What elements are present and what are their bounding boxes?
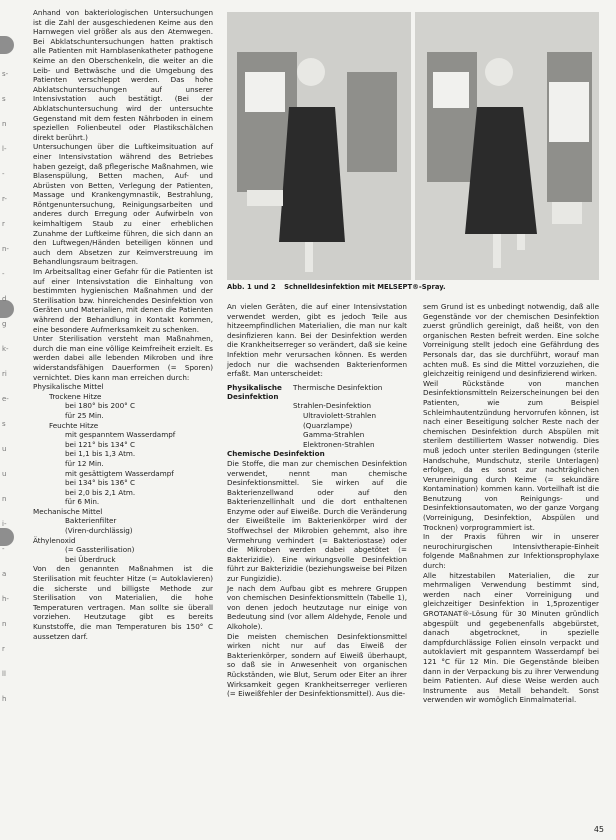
paragraph: Die Stoffe, die man zur chemischen Desinfektion verwendet, nennt man chemische Desinfektionsmittel. Sie wirken auf die Bakterienzellwand oder auf den Bakterienzellinhalt und die dort enthaltenen Enzyme oder auf Eiweiße. Durch die Veränderung der Eiweißteile im Bakterienkörper wird der Stoffwechsel der Mikrobien gehemmt, also ihre Vermehrung verhindert (= Bakteriostase) oder die Mikroben werden dabei abgetötet (= Bakterizidie). Eine wirkungsvolle Desinfektion führt zur Bakterizidie (beziehungsweise bei Pilzen zur Fungizidie). xyxy=(227,458,407,584)
list-item: mit gespanntem Wasserdampf xyxy=(65,430,176,440)
list-item: (= Gassterilisation) xyxy=(65,545,135,555)
list-item: für 25 Min. xyxy=(65,410,104,420)
list-item: Bakterienfilter xyxy=(65,516,117,526)
paragraph: Im Arbeitsalltag einer Gefahr für die Patienten ist auf einer Intensivstation die Einhaltung von bestimmten hygienischen Maßnahmen und der Sterilisation bzw. hinreichendes Desinfektion von Geräten und Materialien, mit denen die Patienten während der Behandlung in Kontakt kommen, eine besondere Aufmerksamkeit zu schenken. xyxy=(33,267,213,334)
punch-hole xyxy=(0,36,14,54)
margin-fragment: u xyxy=(2,470,7,478)
column-3 xyxy=(423,302,599,705)
list-item: bei 180° bis 200° C xyxy=(65,401,136,411)
margin-fragment: h- xyxy=(2,595,9,603)
list-item: bei 1,1 bis 1,3 Atm. xyxy=(65,449,136,459)
paragraph: Je nach dem Aufbau gibt es mehrere Gruppen von chemischen Desinfektionsmitteln (Tabelle 1), von denen jedoch heutzutage nur einige von Bedeutung sind (vor allem Aldehyde, Fenole und Alkohole). xyxy=(227,583,407,631)
list-item: bei Überdruck xyxy=(65,554,116,564)
paragraph: sem Grund ist es unbedingt notwendig, daß alle Gegenstände vor der chemischen Desinfektion zuerst gründlich gereinigt, daß heißt, von den organischen Resten befreit werden. Eine solche Vorreinigung stellt jedoch eine Gefährdung des Personals dar, das sie durchführt, worauf man achten muß. Es sind die Mittel vorzuziehen, die gleichzeitig reinigend und desinfizierend wirken. xyxy=(423,302,599,379)
margin-fragment: n- xyxy=(2,245,9,253)
margin-fragment: k- xyxy=(2,345,9,353)
margin-fragment: d xyxy=(2,295,7,303)
margin-fragment: g xyxy=(2,320,7,328)
margin-fragment: - xyxy=(2,545,5,553)
list-item: Strahlen-Desinfektion xyxy=(293,401,371,411)
punch-hole xyxy=(0,528,14,546)
list-item: Gamma-Strahlen xyxy=(303,430,365,440)
photo-illustration xyxy=(227,12,599,280)
margin-fragment: a xyxy=(2,570,7,578)
margin-fragment: r xyxy=(2,645,5,653)
margin-fragment: - xyxy=(2,270,5,278)
margin-fragment: ll xyxy=(2,670,6,678)
caption-text: Schnelldesinfektion mit MELSEPT®-Spray. xyxy=(284,283,446,291)
margin-fragment: - xyxy=(2,170,5,178)
margin-fragment: r xyxy=(2,220,5,228)
list-item: (Viren-durchlässig) xyxy=(65,526,133,536)
figure-caption xyxy=(227,283,599,291)
margin-fragment: e- xyxy=(2,395,9,403)
list-item: Äthylenoxid xyxy=(33,535,76,545)
paragraph: In der Praxis führen wir in unserer neurochirurgischen Intensivtherapie-Einheit folgende Maßnahmen zur Infektionsprophylaxe durch: xyxy=(423,532,599,571)
margin-fragment: r- xyxy=(2,195,7,203)
margin-fragment: n xyxy=(2,620,7,628)
paragraph: Untersuchungen über die Luftkeimsituation auf einer Intensivstation während des Betriebes haben gezeigt, daß pflegerische Maßnahmen, wie Blasenspülung, Betten machen, Auf- und Abrüsten von Betten, Verlegung der Patienten, Massage und Krankengymnastik, Bestrahlung, Röntgenuntersuchung, Reinigungsarbeiten und anderes durch Erregung oder Aufwirbeln von keimhaltigem Staub zu einer erheblichen Zunahme der Luftkeime führen, die sich dann an den Luftwegen/Händen beteiligen können und auch dem Absetzen zur Keimverstreuung im Behandlungsraum beitragen. xyxy=(33,142,213,267)
paragraph: Anhand von bakteriologischen Untersuchungen ist die Zahl der ausgeschiedenen Keime aus den Harnwegen viel größer als aus den Atemwegen. Bei Abklatschuntersuchungen hatten praktisch alle Patienten mit Harnblasenkatheter pathogene Keime an den Oberschenkeln, die weiter an die Leib- und Bettwäsche und die Umgebung des Patienten verschleppt werden. Das hohe Abklatschuntersuchungen auf unserer Intensivstation auch bestätigt. (Bei der Abklatschuntersuchung wird der untersuchte Gegenstand mit dem festen Nährboden in einem speziellen Folienbeutel oder Plastikschälchen direkt berührt.) xyxy=(33,8,213,142)
list-item: für 6 Min. xyxy=(65,497,100,507)
paragraph: Von den genannten Maßnahmen ist die Sterilisation mit feuchter Hitze (= Autoklavieren) die sicherste und billigste Methode zur Sterilisation von Materialien, die hohe Temperaturen vertragen. Man sollte sie überall vorziehen. Heutzutage gibt es bereits Kunststoffe, die man Temperaturen bis 150° C aussetzen darf. xyxy=(33,564,213,641)
list-item: (Quarzlampe) xyxy=(303,420,353,430)
page-number: 45 xyxy=(593,825,604,834)
left-margin-strip xyxy=(0,0,14,840)
paragraph: An vielen Geräten, die auf einer Intensivstation verwendet werden, gibt es jedoch Teile aus hitzeempfindlichen Materialien, die man nur kalt desinfizieren kann. Bei der Desinfektion werden die Krankheitserreger so verändert, daß sie keine Infektion mehr verursachen können. Es werden jedoch nur die wachsenden Bakterienformen erfaßt. Man unterscheidet: xyxy=(227,302,407,379)
list-item: Trockene Hitze xyxy=(49,391,102,401)
margin-fragment: ri xyxy=(2,370,7,378)
margin-fragment: s xyxy=(2,420,6,428)
list-item: Physikalische Mittel xyxy=(33,382,104,392)
list-item: bei 2,0 bis 2,1 Atm. xyxy=(65,487,136,497)
paragraph: Unter Sterilisation versteht man Maßnahmen, durch die man eine völlige Keimfreiheit erzielt. Es werden dabei alle lebenden Mikroben und ihre widerstandsfähigen Dauerformen (= Sporen) vernichtet. Dies kann man erreichen durch: xyxy=(33,334,213,382)
list-item: Elektronen-Strahlen xyxy=(303,439,375,449)
paragraph: Weil Rückstände von manchen Desinfektionsmitteln Reizerscheinungen bei den Patienten, wie zum Beispiel Schleimhautentzündung hervorrufen können, ist nach einer Beseitigung solcher Reste nach der chemischen Desinfektion durch Abspülen mit sterilem destilliertem Wasser notwendig. Dies muß jedoch unter sterilen Bedingungen (sterile Handschuhe, Mundschutz, sterile Unterlagen) erfolgen, da es sonst zur nachträglichen Verunreinigung durch Keime (= sekundäre Kontamination) kommen kann. Vorteilhaft ist die Benutzung von Reinigungs- und Desinfektionsautomaten, wo der ganze Vorgang (Vorreinigung, Desinfektion, Abspülen und Trocknen) vorprogrammiert ist. xyxy=(423,378,599,532)
list-item: bei 121° bis 134° C xyxy=(65,439,136,449)
margin-fragment: h xyxy=(2,695,7,703)
paragraph: Alle hitzestabilen Materialien, die zur mehrmaligen Verwendung bestimmt sind, werden nach einer Vorreinigung und gleichzeitiger Desinfektion in 1,5prozentiger GROTANAT®-Lösung für 30 Minuten gründlich abgespült und gegebenenfalls abgebürstet, danach abgetrocknet, in spezielle dampfdurchlässige Folien einsoln verpackt und autoklaviert mit gespanntem Wasserdampf bei 121 °C für 12 Min. Die Gegenstände bleiben dann in der Verpackung bis zu ihrer Verwendung beim Patienten. Auf diese Weise werden auch Instrumente aus Metall behandelt. Sonst verwenden wir womöglich Einmalmaterial. xyxy=(423,570,599,705)
list-item: bei 134° bis 136° C xyxy=(65,478,136,488)
column-1 xyxy=(33,8,213,641)
margin-fragment: u xyxy=(2,445,7,453)
list-item: mit gesättigtem Wasserdampf xyxy=(65,468,174,478)
physical-desinfection-list xyxy=(293,383,407,450)
margin-fragment: n xyxy=(2,120,7,128)
margin-fragment: n xyxy=(2,495,7,503)
list-item: für 12 Min. xyxy=(65,458,104,468)
list-item: Feuchte Hitze xyxy=(49,420,99,430)
physical-desinfection-block xyxy=(227,383,407,450)
section-heading: Chemische Desinfektion xyxy=(227,449,325,459)
list-item: Ultraviolett-Strahlen xyxy=(303,410,377,420)
column-2 xyxy=(227,302,407,699)
margin-fragment: l- xyxy=(2,145,7,153)
margin-fragment: i- xyxy=(2,520,7,528)
list-item: Mechanische Mittel xyxy=(33,506,103,516)
physical-desinfection-label: Physikalische Desinfektion xyxy=(227,382,282,402)
caption-label: Abb. 1 und 2 xyxy=(227,283,276,291)
margin-fragment: s- xyxy=(2,70,9,78)
photo-pair xyxy=(227,12,599,280)
paragraph: Die meisten chemischen Desinfektionsmittel wirken nicht nur auf das Eiweiß der Bakterienkörper, sondern auf Eiweiß überhaupt, so daß sie in Anwesenheit von organischen Rückständen, wie Blut, Serum oder Eiter an ihrer Wirksamkeit gegen Krankheitserreger verlieren (= Eiweißfehler der Desinfektionsmittel). Aus die- xyxy=(227,631,407,699)
list-item: Thermische Desinfektion xyxy=(293,382,383,392)
margin-fragment: s xyxy=(2,95,6,103)
